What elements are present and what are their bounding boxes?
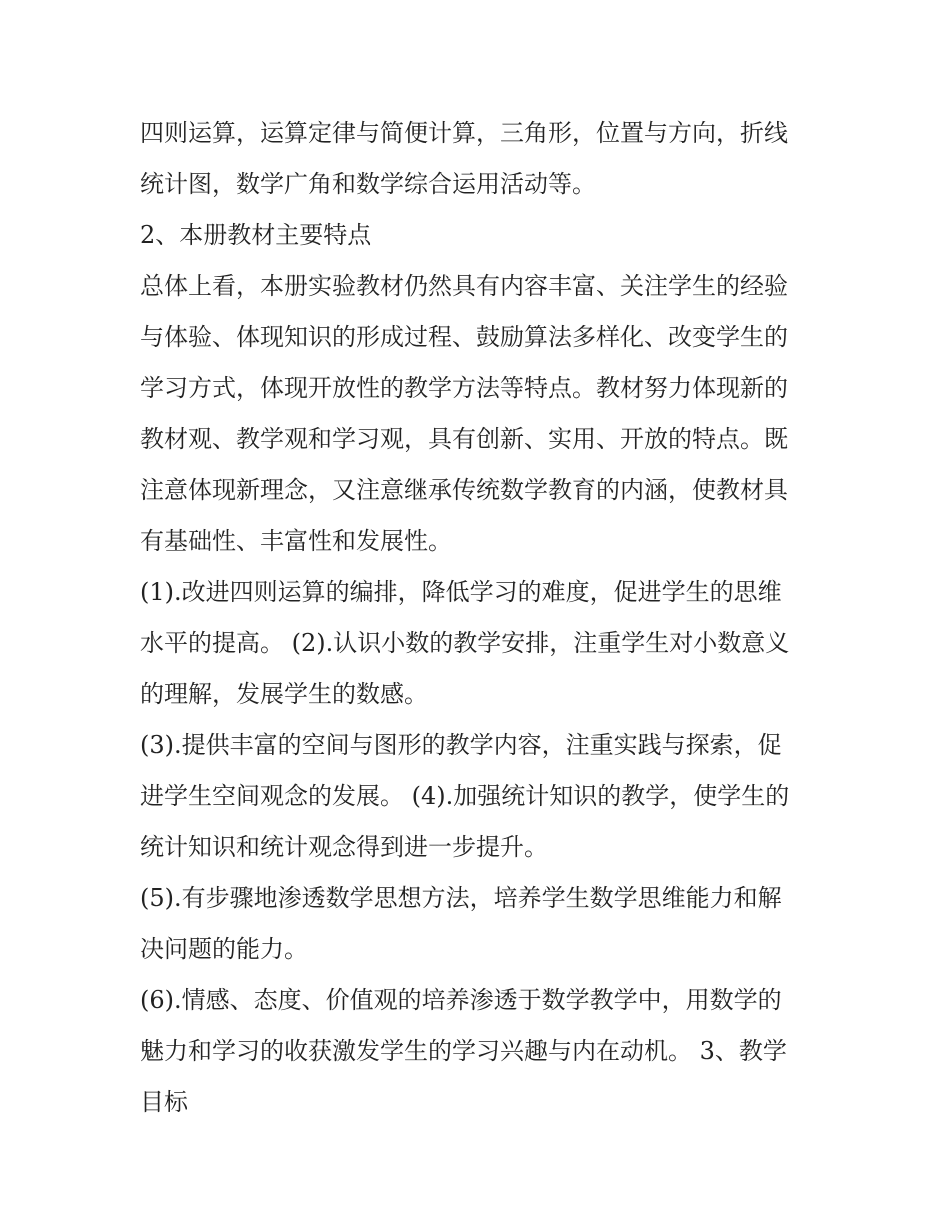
list-item-line: (6).情感、态度、价值观的培养渗透于数学教学中，用数学的	[140, 986, 782, 1014]
text-line: 总体上看，本册实验教材仍然具有内容丰富、关注学生的经验	[140, 272, 788, 300]
text-line: 学习方式，体现开放性的教学方法等特点。教材努力体现新的	[140, 374, 788, 402]
list-item-line: 统计知识和统计观念得到进一步提升。	[140, 833, 548, 861]
list-item-line: (1).改进四则运算的编排，降低学习的难度，促进学生的思维	[140, 578, 782, 606]
document-body	[140, 108, 820, 1128]
section-heading: 2、本册教材主要特点	[140, 221, 372, 249]
section-heading-continued: 目标	[140, 1088, 188, 1116]
list-item-line: 水平的提高。 (2).认识小数的教学安排，注重学生对小数意义	[140, 629, 790, 657]
text-line: 有基础性、丰富性和发展性。	[140, 527, 452, 555]
list-item-line: 魅力和学习的收获激发学生的学习兴趣与内在动机。 3、教学	[140, 1037, 787, 1065]
list-item-line: 进学生空间观念的发展。 (4).加强统计知识的教学，使学生的	[140, 782, 790, 810]
list-item-line: (3).提供丰富的空间与图形的教学内容，注重实践与探索，促	[140, 731, 782, 759]
list-item-line: (5).有步骤地渗透数学思想方法，培养学生数学思维能力和解	[140, 884, 782, 912]
text-line: 与体验、体现知识的形成过程、鼓励算法多样化、改变学生的	[140, 323, 788, 351]
list-item-line: 的理解，发展学生的数感。	[140, 680, 428, 708]
list-item-line: 决问题的能力。	[140, 935, 308, 963]
text-line: 教材观、教学观和学习观，具有创新、实用、开放的特点。既	[140, 425, 788, 453]
text-line: 统计图，数学广角和数学综合运用活动等。	[140, 170, 596, 198]
text-line: 注意体现新理念，又注意继承传统数学教育的内涵，使教材具	[140, 476, 788, 504]
text-line: 四则运算，运算定律与简便计算，三角形，位置与方向，折线	[140, 119, 788, 147]
